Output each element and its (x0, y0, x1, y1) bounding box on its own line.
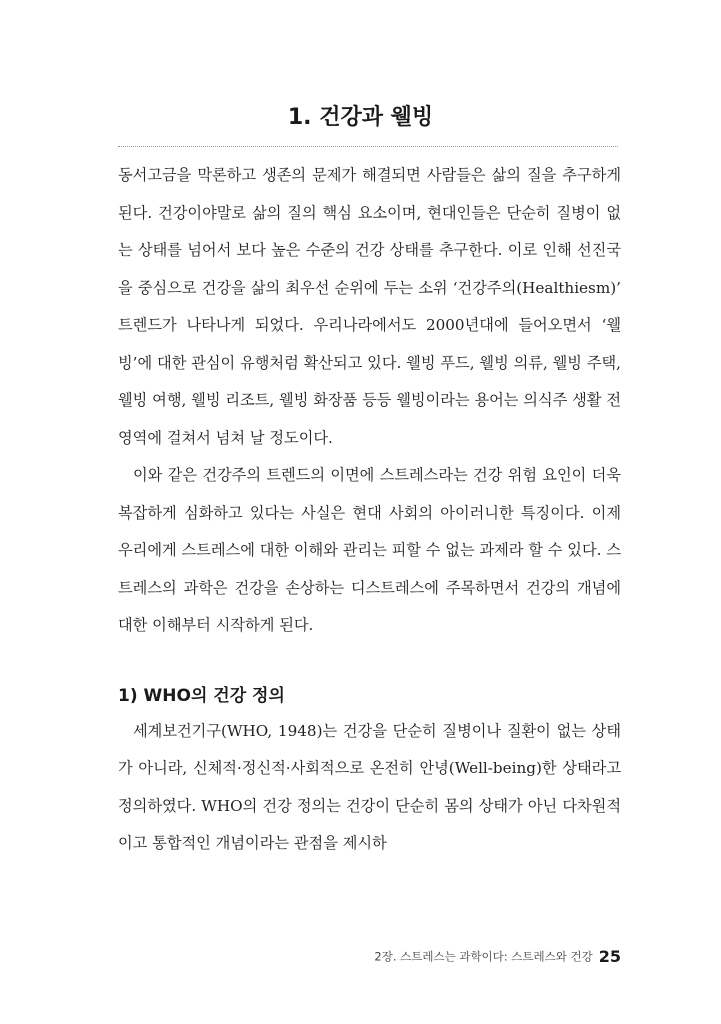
section-heading-who-definition: 1) WHO의 건강 정의 (118, 685, 285, 706)
page-number: 25 (598, 947, 621, 966)
page-title: 1. 건강과 웰빙 (287, 105, 434, 130)
paragraph-stress-irony: 이와 같은 건강주의 트렌드의 이면에 스트레스라는 건강 위험 요인이 더욱 복잡하게 심화하고 있다는 사실은 현대 사회의 아이러니한 특징이다. 이제 우리에게 스트레스에 대한 이해와 관리는 피할 수 없는 과제라 할 수 있다. 스트레스의 과학은 건강을 손상하는 디스트레스에 주목하면서 건강의 개념에 대한 이해부터 시작하게 된다. (118, 466, 621, 634)
paragraph-who-definition: 세계보건기구(WHO, 1948)는 건강을 단순히 질병이나 질환이 없는 상태가 아니라, 신체적·정신적·사회적으로 온전히 안녕(Well-being)한 상태라고 정의하였다. WHO의 건강 정의는 건강이 단순히 몸의 상태가 아닌 다차원적이고 통합적인 개념이라는 관점을 제시하 (118, 721, 621, 852)
running-footer-chapter: 2장. 스트레스는 과학이다: 스트레스와 건강 (374, 949, 593, 964)
paragraph-wellbeing-trend: 동서고금을 막론하고 생존의 문제가 해결되면 사람들은 삶의 질을 추구하게 된다. 건강이야말로 삶의 질의 핵심 요소이며, 현대인들은 단순히 질병이 없는 상태를 넘어서 보다 높은 수준의 건강 상태를 추구한다. 이로 인해 선진국을 중심으로 건강을 삶의 최우선 순위에 두는 소위 ‘건강주의(Healthiesm)’ 트렌드가 나타나게 되었다. 우리나라에서도 2000년대에 들어오면서 ‘웰빙’에 대한 관심이 유행처럼 확산되고 있다. 웰빙 푸드, 웰빙 의류, 웰빙 주택, 웰빙 여행, 웰빙 리조트, 웰빙 화장품 등등 웰빙이라는 용어는 의식주 생활 전 영역에 걸쳐서 넘쳐 날 정도이다. (118, 166, 621, 447)
page-footer (374, 946, 621, 966)
body-text (118, 157, 621, 863)
title-divider (118, 146, 618, 147)
